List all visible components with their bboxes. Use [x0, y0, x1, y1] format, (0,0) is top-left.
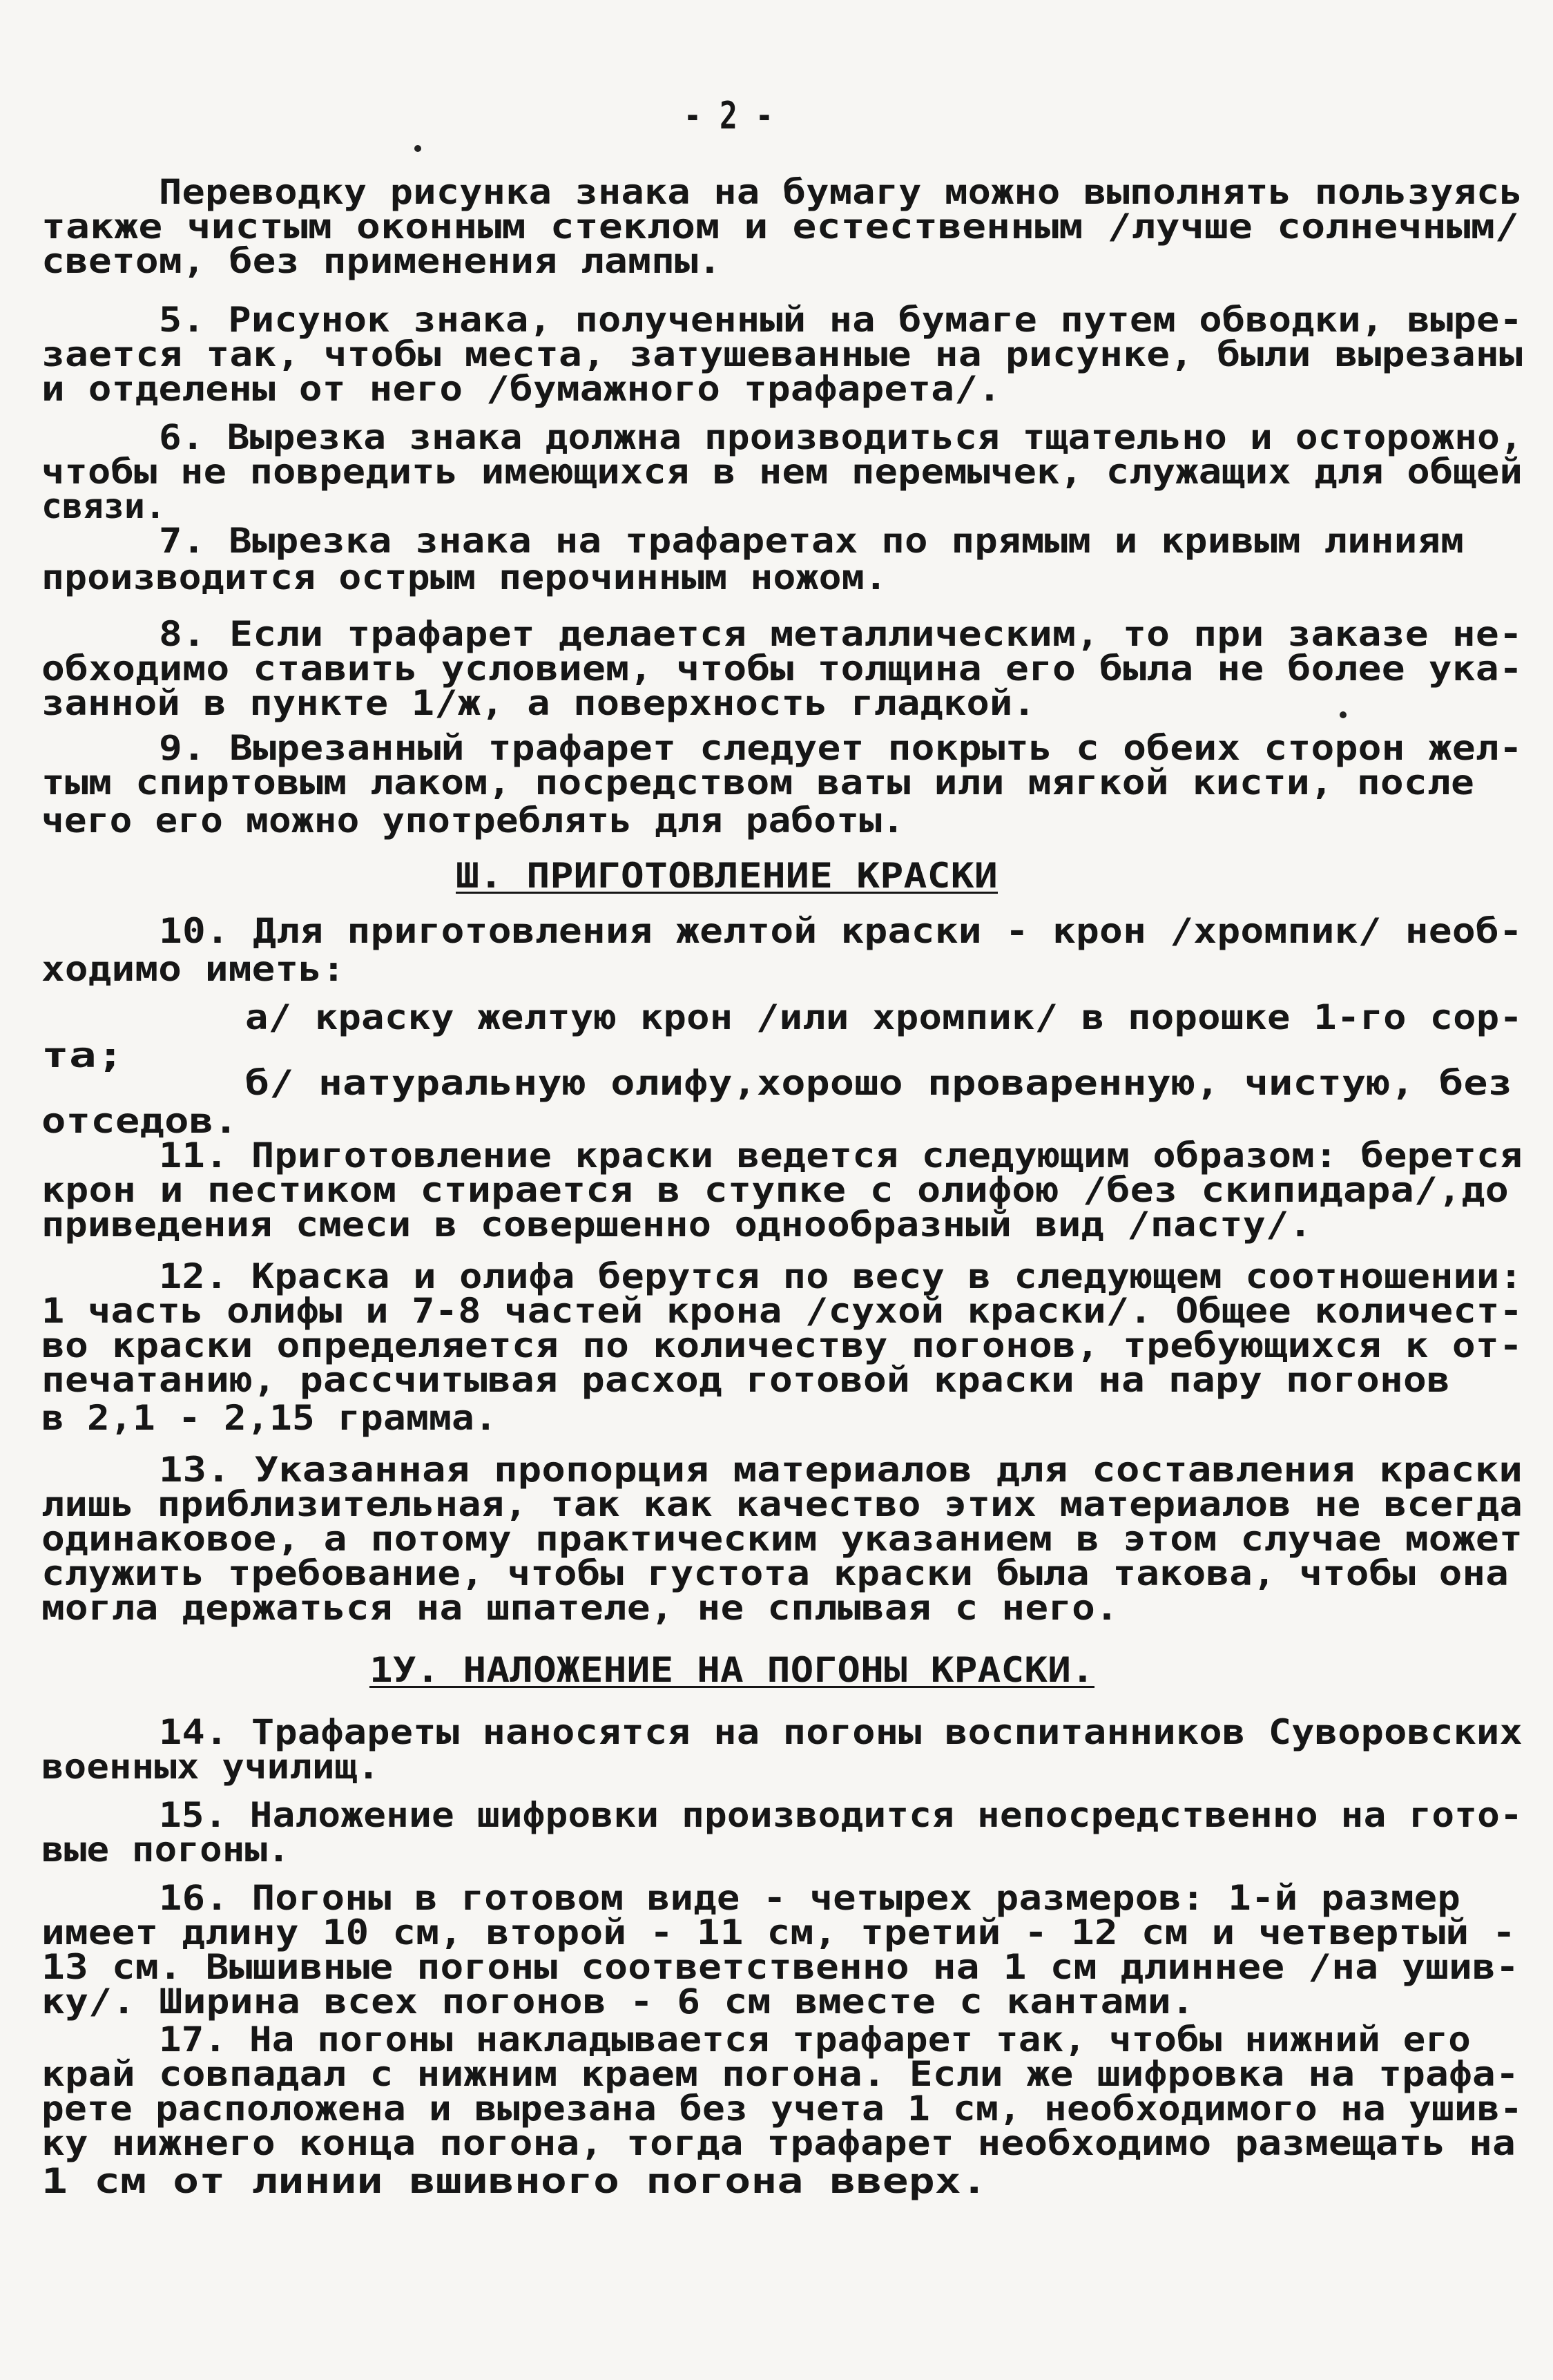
- text-line: 9. Вырезанный трафарет следует покрыть с обеих сторон жел-: [159, 728, 1523, 768]
- text-line: ку/. Ширина всех погонов - 6 см вместе с кантами.: [41, 1981, 1195, 2022]
- text-line: рете расположена и вырезана без учета 1 см, необходимого на ушив-: [41, 2089, 1523, 2129]
- text-line: служить требование, чтобы густота краски была такова, чтобы она: [41, 1553, 1509, 1593]
- text-line: 14. Трафареты наносятся на погоны воспитанников Суворовских: [159, 1712, 1523, 1752]
- text-line: 16. Погоны в готовом виде - четырех размеров: 1-й размер: [159, 1878, 1460, 1918]
- text-line: 1 см от линии вшивного погона вверх.: [41, 2161, 987, 2201]
- text-line: чего его можно употреблять для работы.: [41, 800, 905, 841]
- text-line: во краски определяется по количеству погонов, требующихся к от-: [41, 1325, 1523, 1365]
- text-line: 15. Наложение шифровки производится непосредственно на гото-: [159, 1795, 1523, 1835]
- text-line: производится острым перочинным ножом.: [41, 557, 887, 597]
- text-line: 7. Вырезка знака на трафаретах по прямым и кривым линиям: [159, 521, 1464, 561]
- text-line: а/ краску желтую крон /или хромпик/ в порошке 1-го сор-: [245, 997, 1523, 1037]
- text-line: имеет длину 10 см, второй - 11 см, третий - 12 см и четвертый -: [41, 1912, 1516, 1952]
- text-line: зается так, чтобы места, затушеванные на рисунке, были вырезаны: [41, 334, 1523, 374]
- text-line: 12. Краска и олифа берутся по весу в следующем соотношении:: [159, 1256, 1523, 1296]
- text-line: вые погоны.: [41, 1830, 290, 1870]
- text-line: 13 см. Вышивные погоны соответственно на 1 см длиннее /на ушив-: [41, 1947, 1519, 1987]
- text-line: 13. Указанная пропорция материалов для составления краски: [159, 1450, 1523, 1490]
- section-heading: Ш. ПРИГОТОВЛЕНИЕ КРАСКИ: [456, 856, 998, 896]
- text-line: печатанию, рассчитывая расход готовой краски на пару погонов: [41, 1360, 1450, 1400]
- text-line: 17. На погоны накладывается трафарет так, чтобы нижний его: [159, 2019, 1471, 2060]
- text-line: 8. Если трафарет делается металлическим, то при заказе не-: [159, 614, 1523, 654]
- text-line: край совпадал с нижним краем погона. Если же шифровка на трафа-: [41, 2054, 1519, 2094]
- section-heading: 1У. НАЛОЖЕНИЕ НА ПОГОНЫ КРАСКИ.: [369, 1650, 1094, 1690]
- text-line: 11. Приготовление краски ведется следующим образом: берется: [159, 1135, 1523, 1175]
- text-line: в 2,1 - 2,15 грамма.: [41, 1398, 498, 1438]
- text-line: одинаковое, а потому практическим указанием в этом случае может: [41, 1519, 1523, 1559]
- text-line: 6. Вырезка знака должна производиться тщательно и осторожно,: [159, 417, 1523, 457]
- text-line: приведения смеси в совершенно однообразный вид /пасту/.: [41, 1205, 1312, 1245]
- text-line: 10. Для приготовления желтой краски - крон /хромпик/ необ-: [159, 911, 1523, 951]
- text-line: лишь приблизительная, так как качество этих материалов не всегда: [41, 1484, 1523, 1524]
- text-line: занной в пункте 1/ж, а поверхность гладкой.: [41, 683, 1036, 723]
- text-line: крон и пестиком стирается в ступке с олифою /без скипидара/,до: [41, 1170, 1509, 1210]
- text-line: военных училищ.: [41, 1747, 380, 1787]
- text-line: Переводку рисунка знака на бумагу можно выполнять пользуясь: [159, 172, 1523, 212]
- stray-ink-dot: [1340, 711, 1347, 718]
- text-line: чтобы не повредить имеющихся в нем перемычек, служащих для общей: [41, 452, 1523, 492]
- text-line: обходимо ставить условием, чтобы толщина его была не более ука-: [41, 649, 1523, 689]
- text-line: светом, без применения лампы.: [41, 241, 722, 281]
- text-line: ку нижнего конца погона, тогда трафарет необходимо размещать на: [41, 2123, 1516, 2163]
- text-line: та;: [41, 1035, 124, 1075]
- page-number: - 2 -: [684, 94, 773, 137]
- text-line: также чистым оконным стеклом и естественным /лучше солнечным/: [41, 207, 1519, 247]
- text-line: связи.: [41, 486, 166, 526]
- text-line: б/ натуральную олифу,хорошо проваренную, чистую, без: [245, 1063, 1512, 1103]
- text-line: 1 часть олифы и 7-8 частей крона /сухой краски/. Общее количест-: [41, 1291, 1523, 1331]
- text-line: ходимо иметь:: [41, 949, 345, 989]
- text-line: 5. Рисунок знака, полученный на бумаге путем обводки, выре-: [159, 300, 1523, 340]
- stray-ink-dot: [414, 145, 421, 152]
- text-line: могла держаться на шпателе, не сплывая с него.: [41, 1588, 1119, 1628]
- text-line: и отделены от него /бумажного трафарета/.: [41, 369, 1001, 409]
- text-line: отседов.: [41, 1101, 238, 1141]
- text-line: тым спиртовым лаком, посредством ваты или мягкой кисти, после: [41, 762, 1474, 803]
